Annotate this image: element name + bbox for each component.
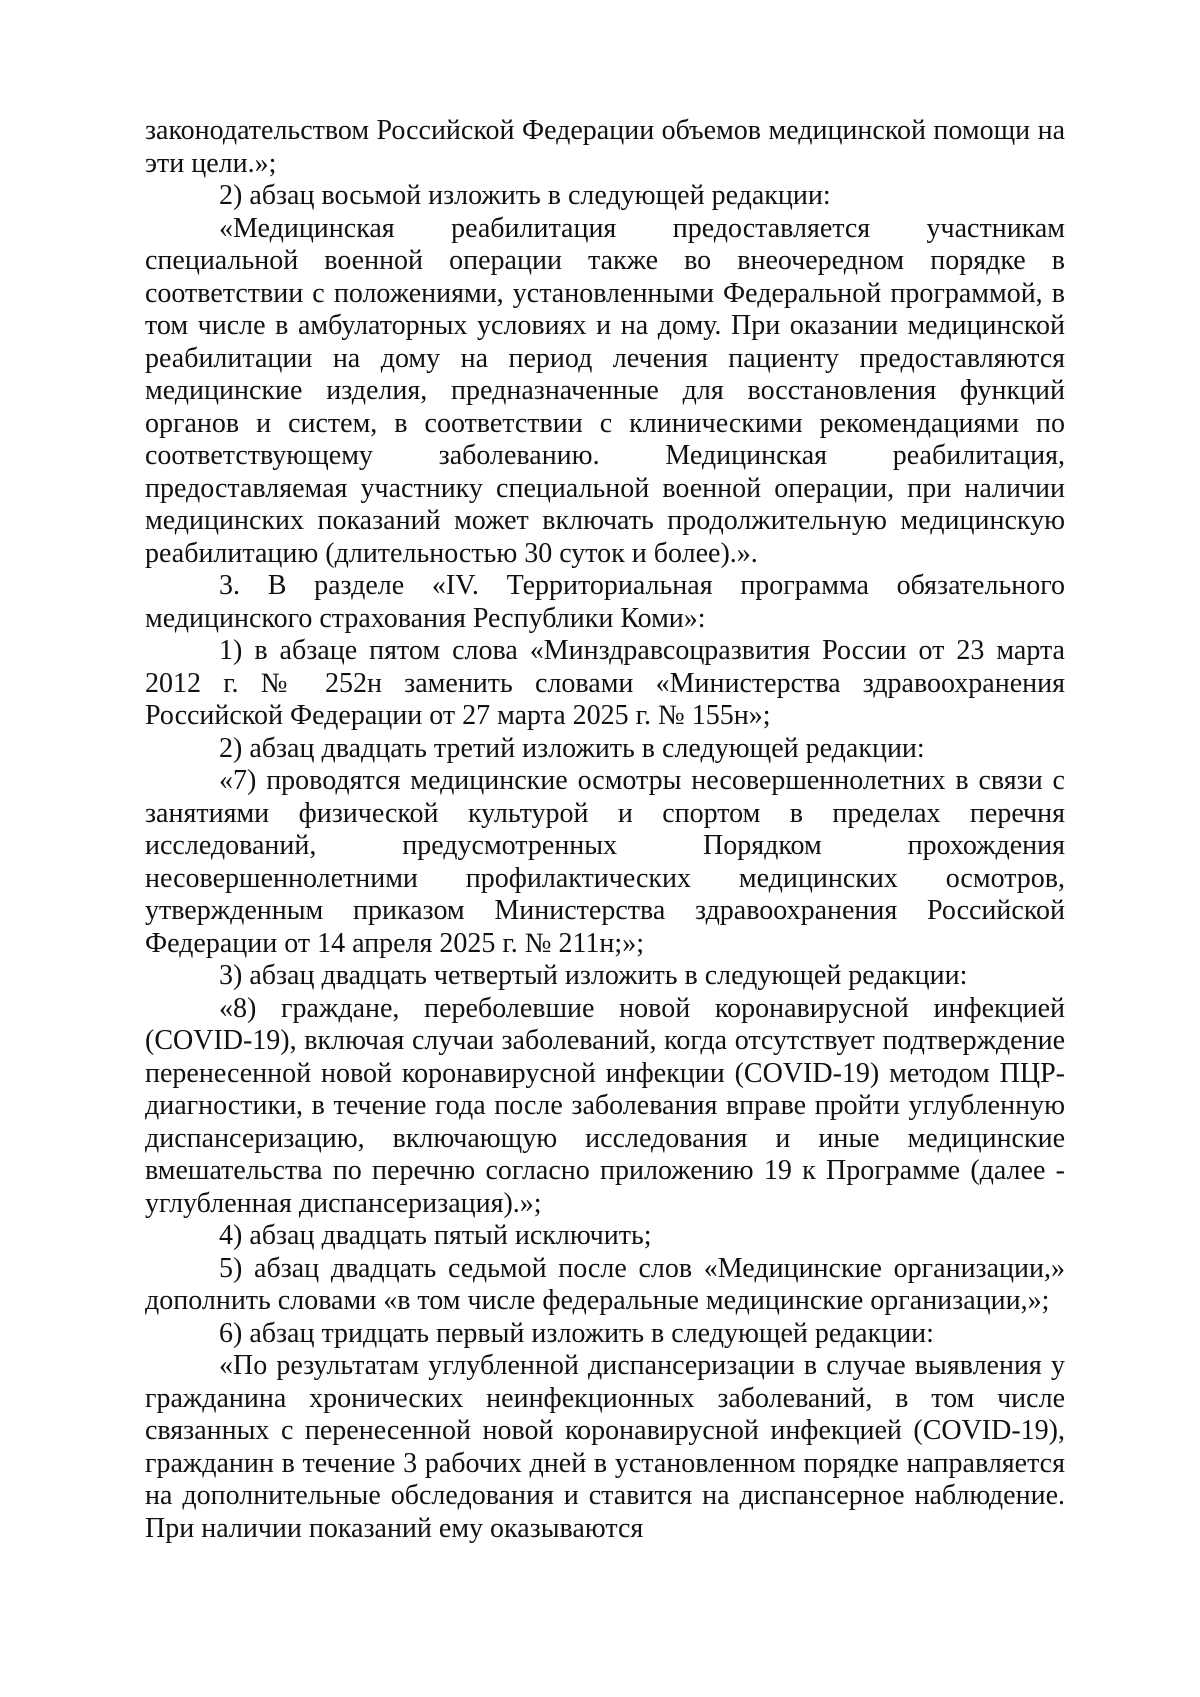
paragraph-continuation: законодательством Российской Федерации объемов медицинской помощи на эти цели.»;	[145, 115, 1065, 179]
paragraph-rehabilitation-quote: «Медицинская реабилитация предоставляется участникам специальной военной операции также во внеочередном порядке в соответствии с положениями, установленными Федеральной программой, в том числе в амбулаторных условиях и на дому. При оказании медицинской реабилитации на дому на период лечения пациенту предоставляются медицинские изделия, предназначенные для восстановления функций органов и систем, в соответствии с клиническими рекомендациями по соответствующему заболеванию. Медицинская реабилитация, предоставляемая участнику специальной военной операции, при наличии медицинских показаний может включать продолжительную медицинскую реабилитацию (длительностью 30 суток и более).».	[145, 212, 1065, 569]
paragraph-quote-7: «7) проводятся медицинские осмотры несовершеннолетних в связи с занятиями физической культурой и спортом в пределах перечня исследований, предусмотренных Порядком прохождения несовершеннолетними профилактических медицинских осмотров, утвержденным приказом Министерства здравоохранения Российской Федерации от 14 апреля 2025 г. № 211н;»;	[145, 765, 1065, 959]
paragraph-item-2: 2) абзац восьмой изложить в следующей редакции:	[219, 180, 831, 211]
paragraph-item-4: 4) абзац двадцать пятый исключить;	[219, 1220, 652, 1251]
paragraph-item-3: 3) абзац двадцать четвертый изложить в следующей редакции:	[219, 960, 968, 991]
paragraph-item-2-section: 2) абзац двадцать третий изложить в следующей редакции:	[219, 732, 925, 764]
paragraph-item-6: 6) абзац тридцать первый изложить в следующей редакции:	[219, 1317, 934, 1349]
paragraph-quote-results: «По результатам углубленной диспансеризации в случае выявления у гражданина хронических неинфекционных заболеваний, в том числе связанных с перенесенной новой коронавирусной инфекцией (COVID-19), гражданин в течение 3 рабочих дней в установленном порядке направляется на дополнительные обследования и ставится на диспансерное наблюдение. При наличии показаний ему оказываются	[145, 1350, 1065, 1544]
document-page	[145, 115, 1065, 1545]
paragraph-item-1: 1) в абзаце пятом слова «Минздравсоцразвития России от 23 марта 2012 г. № 252н заменить словами «Министерства здравоохранения Российской Федерации от 27 марта 2025 г. № 155н»;	[145, 635, 1065, 731]
paragraph-item-5: 5) абзац двадцать седьмой после слов «Медицинские организации,» дополнить словами «в том числе федеральные медицинские организации,»;	[145, 1252, 1065, 1316]
paragraph-quote-8: «8) граждане, переболевшие новой коронавирусной инфекцией (COVID-19), включая случаи заболеваний, когда отсутствует подтверждение перенесенной новой коронавирусной инфекции (COVID-19) методом ПЦР-диагностики, в течение года после заболевания вправе пройти углубленную диспансеризацию, включающую исследования и иные медицинские вмешательства по перечню согласно приложению 19 к Программе (далее - углубленная диспансеризация).»;	[145, 992, 1065, 1219]
paragraph-section-3: 3. В разделе «IV. Территориальная программа обязательного медицинского страхования Республики Коми»:	[145, 570, 1065, 634]
